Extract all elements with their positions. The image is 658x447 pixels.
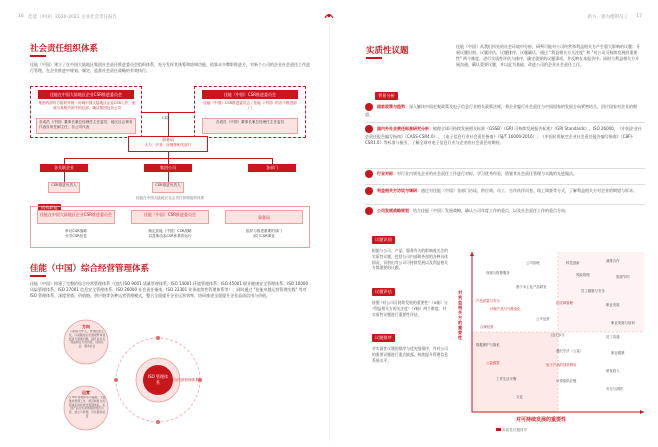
cycle-top-text: 以顾客为中心，传递价值主张，以前瞻性的全面视野审视经营与管理问题，提升对所有利益相关方的价值，回报社会，服务社会 [68, 330, 106, 349]
materiality-intro: 佳能（中国）从我们所处的社会环境中分析，研判可能对公司经营和利益相关方产生重大影响的议题；开展议题识别、议题评估、议题排序、议题确认，通过 "利益相关方关注度" 和 "对公司可持续发展的重要性" 两个维度，进行实质性评估与排序，确定重要的议题事项，并反映在本报告中；同时与利益相关方开展沟通，确认重要议题，并以此为基础，改进公司的企业社会责任工作。 [456, 44, 640, 67]
matrix-item: 工作生活平衡 [496, 377, 517, 381]
page-number-left: 16 [18, 14, 24, 19]
org-mid-left-box: 各成员（中国）董事长兼总经理任主任委员，地区社会事务代表自担任副主任，各公司代表 [36, 118, 136, 134]
strategy-icon [365, 207, 373, 215]
cycle-left-label: 综合经营管理体系 [170, 378, 199, 382]
matrix-item: 遵纪守法（公益） [556, 349, 584, 353]
stakeholder-icon [365, 187, 373, 195]
step-item-2: 国内外社会责任标准研究分析：梳理全球可持续发展相关标准（GSSB）《GRI 可持续发展报告标准》（GRI Standards）、ISO 26000、《中国企业社会责任报告编写指南》（CASS-CSR4.0）、《电子信息行业社会责任指南》（SJ/T 16000-2016）、《中国民用航空企业社会责任报告编写指南》（CBFI-CSR1.0）等标准与指引，了解全球对电子信息行业与企业的社会责任的期待。 [365, 126, 642, 145]
function-text-2: 制定佳能（中国）CSR战略 以及推动本CSR体系的运行 [148, 229, 192, 239]
materiality-matrix [456, 250, 646, 440]
cycle-bottom-label: 运营 [82, 390, 90, 395]
matrix-item: 公司治理 [526, 261, 540, 265]
matrix-item: 数据保护与隐私 [476, 343, 500, 347]
canon-logo-icon [313, 10, 345, 20]
cycle-top-label: 方向 [82, 324, 90, 329]
org-sub-branch-1: CSR推进负责人 [48, 182, 80, 193]
org-function-panel [30, 206, 310, 248]
management-cycle-diagram [58, 318, 258, 436]
org-top-right-box: 佳能（中国）CSR推进委员会 [202, 90, 298, 99]
step-label-identify: 议题识别 [372, 236, 395, 244]
matrix-item: 职业发展与培训 [611, 321, 635, 325]
function-box-3: 事务局 [225, 210, 303, 224]
section-title-org: 社会责任组织体系 [30, 44, 99, 54]
matrix-item: 安全与消防 [606, 387, 623, 391]
section-paragraph-management: 佳能（中国）构建了完整的综合经营管理体系（包括 ISO 9001 质量管理体系、ISO 14001 环境管理体系、ISO 45001 职业健康安全管理体系、ISO 10000 风险管理体系、ISO 27001 信息安全管理体系、ISO 26000 社会责任指南、ISO 22301 业务连续性管理体系等），同时通过 "佳能卓越运营管理实践" 等对 ISO 管理体系、深度营销、价值链、供应链等各种运营管理模式，整合全面提升企业运营效率，协同推进全面提升企业品质信用与价值。 [30, 281, 308, 299]
report-title-left: 佳能（中国）2020-2021 企业社会责任报告 [28, 15, 117, 20]
matrix-item: 电子产品的回收利用 [546, 363, 577, 367]
cycle-center-label: ISO 管理体系 [147, 374, 169, 385]
org-center-small: C局 [162, 116, 169, 120]
matrix-item: 社区参与 [551, 333, 565, 337]
matrix-item: 职业发展 [606, 303, 620, 307]
step-item-3: 行业对标：对行业内领先企业的社会责任工作进行对标，学习优秀经验，借鉴其社会责任管理与实践的先进做法。 [365, 171, 643, 179]
org-center-box: 事务局 人力、法务、环境等相关部门 [128, 136, 208, 152]
rank-text: 对实质性议题的排序与优先级排序，并对公司的重要议题进行重点披露，持续提升管理信息系统水平。 [372, 346, 448, 363]
legend-swatch [496, 428, 501, 431]
matrix-item: 供应商管理 [556, 301, 573, 305]
org-top-right-sub: 佳能（中国）CSR推进委员会 / 佳能（中国）的各个推进部门 [203, 101, 297, 111]
section-title-management: 佳能（中国）综合经营管理体系 [30, 264, 150, 274]
page-divider [329, 26, 330, 441]
matrix-legend: 实质性议题排序 [496, 428, 527, 433]
cycle-bottom-text: 以 ISO 管理体系为基础，全面推进管理工作，规范制度与流程体系的标准化管理体系，实现产品全生命周期的规范运营，建立与管理，优化服务质量 [68, 396, 106, 418]
matrix-item: 员工健康与安全 [581, 289, 605, 293]
standard-icon [365, 125, 373, 133]
page-header [0, 0, 658, 26]
org-branch-3: 各部门 [248, 164, 296, 172]
matrix-item: 视频与报警服务 [486, 271, 510, 275]
matrix-item: 可持续供应链 [556, 379, 577, 383]
section-title-materiality: 实质性议题 [366, 46, 409, 56]
matrix-item: 员工沟通 [606, 335, 620, 339]
section-title-bar-2 [30, 275, 46, 277]
section-title-bar [30, 55, 46, 57]
org-caption: 佳能在中国大陆地区社会责任管理组织体系 [135, 196, 205, 200]
matrix-item: 资源节约 [616, 275, 630, 279]
identify-text: 根据与公司、产品、服务有关的影响或关注的实质性议题，包括公司内部和外部的各种具体情况，识别出对公司可持续发展以及利益相关方都重要的议题。 [372, 248, 448, 271]
org-mid-right-box: 各成员（中国）董事长兼总经理任主任委员 [202, 118, 298, 134]
policy-icon [365, 103, 373, 111]
org-top-left-sub: 集团内部有力组织并统一协调中国大陆地区企业CSR工作，组成与其相关的中国总部，确认集团及各公司 [38, 101, 136, 111]
matrix-item: 职业健康 [611, 351, 625, 355]
matrix-item: 公平运营 [536, 317, 550, 321]
step-item-1: 国家政策与趋势：深入解读中国宏观政策及电子信息行业相关政策法规，将企业履行社会责任与中国国家的发展方向紧密结合，回应国家对企业的期望。 [365, 104, 637, 117]
benchmark-icon [365, 170, 373, 178]
step-label-rank: 议题排序 [372, 334, 395, 342]
function-text-1: 审议CSR战略 分享CSR信息 [65, 229, 87, 239]
matrix-y-axis-label: 对利益相关方的重要性 [458, 290, 463, 340]
matrix-item: 公益慈善 [486, 361, 500, 365]
org-branch-2: 集团公司 [144, 164, 192, 172]
matrix-item: 风险管理 [576, 273, 590, 277]
step-item-5: 公司发展战略规划：结合佳能（中国）发展战略，确认公司年度工作的重点，以及社会责任工作的重点方向。 [365, 208, 643, 216]
matrix-item: 科技创新 [566, 261, 580, 265]
page-number-right: 17 [636, 14, 642, 19]
matrix-item: 研发投入 [606, 369, 620, 373]
function-text-3: 组织与推进重要的部门 部门CSR事宜 [246, 229, 282, 239]
section-paragraph-org: 佳能（中国）建立了在中国大陆地区集团社会责任推进委员会组织体系，充分发挥其统筹和协调功能，依靠众多牌影推进方，对新个公司的企业社会责任工作进行管理，在企业推进中规划、制定、监督社会责任战略的有效执行。 [30, 62, 310, 74]
matrix-item: 文化 [516, 395, 523, 399]
matrix-item: 产品质量与安全 [476, 299, 500, 303]
matrix-item: 基于本土化产品研发 [516, 285, 547, 289]
matrix-item: 合规经营 [480, 325, 494, 329]
function-box-1: 佳能在中国大陆地区企业CSR推进委员会 [37, 210, 115, 224]
step-item-4: 利益相关方访谈与调研：通过对佳能（中国）各部门访谈、供应商、员工、合作伙伴问卷、线上调查等方式，了解利益相关方对企业的期望与诉求。 [365, 188, 643, 196]
step-label-evaluate: 议题评估 [372, 288, 395, 296]
evaluate-text: 按照 "对公司可持续发展的重要性"（X轴）与 "利益相关方的关注度"（Y轴）两个维度，对实质性议题进行重要性评估。 [372, 300, 448, 317]
org-sub-branch-2: CSR推进负责人 [152, 182, 184, 193]
org-function-label: 机构职能 [38, 204, 61, 212]
org-branch-1: 各关联企业 [40, 164, 88, 172]
step-label-background: 背景分析 [375, 92, 398, 100]
matrix-item: 减排合作 [606, 259, 620, 263]
function-box-2: 佳能（中国）CSR推进委员会 [131, 210, 209, 224]
matrix-item: 环保产品与气候变化 [490, 307, 521, 311]
org-top-left-box: 佳能在中国大陆地区企业CSR推进委员会 [38, 90, 134, 99]
section-title-bar-3 [366, 57, 382, 59]
report-title-right: 新方，感为德利员工 [587, 15, 628, 20]
matrix-x-axis-label: 对可持续发展的重要性 [516, 417, 567, 423]
